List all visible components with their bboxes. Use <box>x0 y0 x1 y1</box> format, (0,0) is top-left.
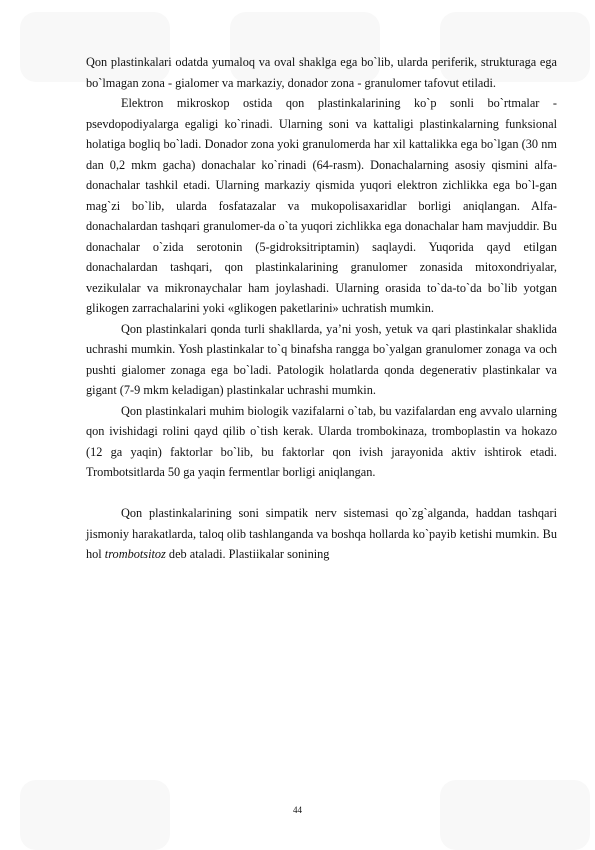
paragraph: Elektron mikroskop ostida qon plastinkalarining ko`p sonli bo`rtmalar - psevdopodiyalarga egaligi ko`rinadi. Ularning soni va kattaligi plastinkalarning funksional holatiga bogliq bo`ladi. Donador zona yoki granulomerda har xil kattalikka ega bo`lgan (30 nm dan 0,2 mkm gacha) donachalar ko`rinadi (64-rasm). Donachalarning asosiy qismini alfa-donachalar tashkil etadi. Ularning markaziy qismida yuqori elektron zichlikka ega bo`l-gan mag`zi bo`lib, ularda fosfatazalar va mukopolisaxaridlar borligi aniqlangan. Alfa-donachalardan tashqari granulomer-da o`ta yuqori zichlikka ega donachalar ham mavjuddir. Bu donachalar o`zida serotonin (5-gidroksitriptamin) saqlaydi. Yuqorida qayd etilgan donachalardan tashqari, qon plastinkalarining granulomer zonasida mitoxondriyalar, vezikulalar va mikronaychalar ham joylashadi. Ularning orasida to`da-to`da bo`lib yotgan glikogen zarrachalarini yoki «glikogen paketlarini» uchratish mumkin. <box>86 96 557 315</box>
watermark-logo <box>440 780 590 850</box>
paragraph <box>86 503 557 565</box>
watermark-logo <box>20 780 170 850</box>
paragraph: Qon plastinkalari muhim biologik vazifalarni o`tab, bu vazifalardan eng avvalo ularning qon ivishidagi rolini qayd qilib o`tish kerak. Ularda trombokinaza, tromboplastin va hokazo (12 ga yaqin) faktorlar bo`lib, bu faktorlar qon ivish jarayonida aktiv ishtirok etadi. Trombotsitlarda 50 ga yaqin fermentlar borligi aniqlangan. <box>86 403 557 479</box>
italic-term: trombotsitoz <box>104 547 166 561</box>
paragraph: Qon plastinkalari qonda turli shakllarda, ya’ni yosh, yetuk va qari plastinkalar shaklida uchrashi mumkin. Yosh plastinkalar to`q binafsha rangga bo`yalgan granulomer zonaga va och pushti gialomer zonaga ega bo`ladi. Patologik holatlarda qonda degenerativ plastinkalar va gigant (7-9 mkm keladigan) plastinkalar uchrashi mumkin. <box>86 321 557 397</box>
paragraph-text: deb ataladi. Plastiikalar sonining <box>165 547 330 561</box>
paragraph: Qon plastinkalari odatda yumaloq va oval shaklga ega bo`lib, ularda periferik, strukturaga ega bo`lmagan zona - gialomer va markaziy, donador zona - granulomer tafovut etiladi. <box>86 55 557 90</box>
body-text <box>86 52 557 565</box>
page-number: 44 <box>293 805 302 815</box>
paragraph-text: Qon plastinkalarining soni simpatik nerv sistemasi qo`zg`alganda, haddan tashqari jismoniy harakatlarda, taloq olib tashlanganda va boshqa hollarda ko`payib ketishi mumkin. Bu hol <box>86 506 557 561</box>
